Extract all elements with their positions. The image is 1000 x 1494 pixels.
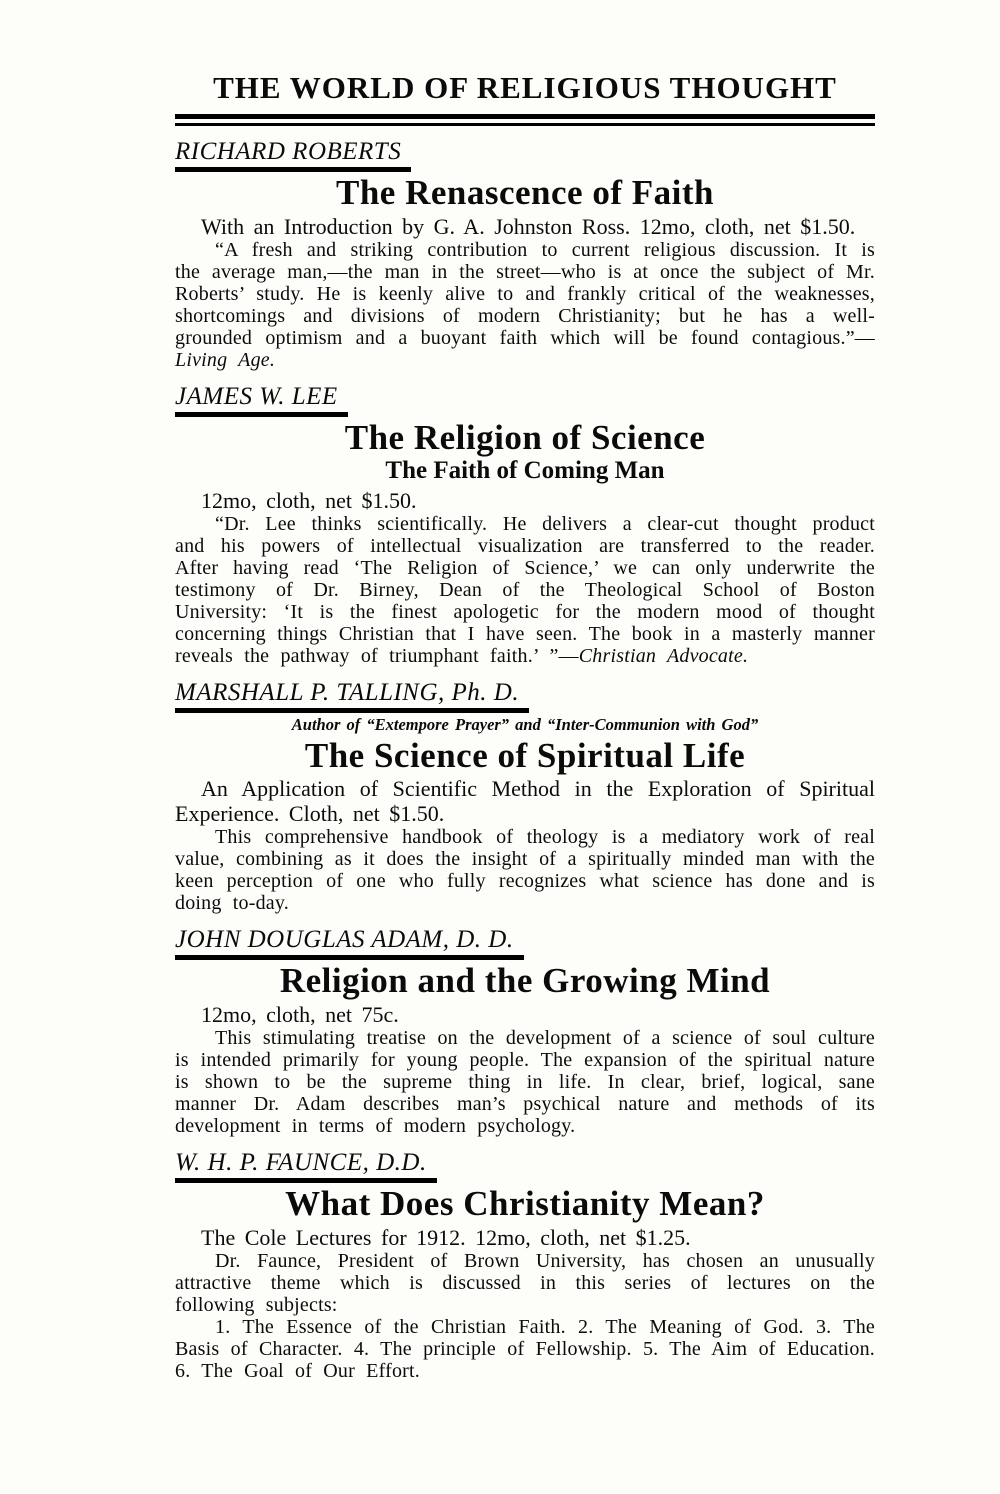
review-quote: “A fresh and striking contribution to current religious discussion. It is the average man,—the man in the street—who is at once the subject of Mr. Roberts’ study. He is keenly alive to and frankly critical of the weaknesses, shortcomings and divisions of modern Christianity; but he has a well-grounded optimism and a buoyant faith which will be found contagious.”— [175, 238, 875, 349]
book-section-religion-of-science [175, 383, 875, 667]
format-price-line: An Application of Scientific Method in the Exploration of Spiritual Experience. Cloth, net $1.50. [175, 776, 875, 827]
format-price-line: With an Introduction by G. A. Johnston Ross. 12mo, cloth, net $1.50. [201, 213, 856, 239]
book-section-science-of-spiritual-life [175, 679, 875, 915]
book-title: The Renascence of Faith [336, 172, 714, 212]
citation-source: Christian Advocate. [578, 644, 749, 667]
lecture-subjects-list: 1. The Essence of the Christian Faith. 2. The Meaning of God. 3. The Basis of Character. 4. The principle of Fellowship. 5. The Aim of Education. 6. The Goal of Our Effort. [175, 1315, 875, 1382]
review-text [175, 239, 875, 371]
review-text [175, 513, 875, 667]
author-credits-note: Author of “Extempore Prayer” and “Inter-Communion with God” [291, 714, 759, 734]
book-title: The Science of Spiritual Life [304, 735, 746, 775]
book-title: Religion and the Growing Mind [279, 961, 771, 1001]
author-heading: W. H. P. FAUNCE, D.D. [175, 1149, 437, 1183]
author-heading: JAMES W. LEE [175, 383, 348, 417]
header-double-rule [175, 114, 875, 126]
book-section-renascence-of-faith [175, 138, 875, 371]
author-heading: JOHN DOUGLAS ADAM, D. D. [175, 926, 524, 960]
book-title: What Does Christianity Mean? [285, 1184, 765, 1224]
format-price-line: 12mo, cloth, net 75c. [201, 1002, 399, 1028]
citation-source: Living Age. [175, 348, 276, 371]
book-subtitle: The Faith of Coming Man [385, 457, 665, 485]
format-price-line: 12mo, cloth, net $1.50. [201, 487, 417, 513]
book-section-what-does-christianity-mean [175, 1149, 875, 1382]
review-quote: “Dr. Lee thinks scientifically. He delivers a clear-cut thought product and his powers of intellectual visualization are transferred to the reader. After having read ‘The Religion of Science,’ we can only underwrite the testimony of Dr. Birney, Dean of the Theological School of Boston University: ‘It is the finest apologetic for the modern mood of thought concerning things Christian that I have seen. The book in a masterly manner reveals the pathway of triumphant faith.’ ”— [175, 512, 875, 667]
book-section-religion-and-growing-mind [175, 926, 875, 1137]
page-title: THE WORLD OF RELIGIOUS THOUGHT [213, 70, 837, 105]
author-heading: MARSHALL P. TALLING, Ph. D. [175, 679, 529, 713]
description-text: Dr. Faunce, President of Brown University, has chosen an unusually attractive theme which is discussed in this series of lectures on the following subjects: [175, 1249, 875, 1316]
description-text: This stimulating treatise on the development of a science of soul culture is intended primarily for young people. The expansion of the spiritual nature is shown to be the supreme thing in life. In clear, brief, logical, sane manner Dr. Adam describes man’s psychical nature and methods of its development in terms of modern psychology. [175, 1027, 875, 1138]
author-heading: RICHARD ROBERTS [175, 138, 411, 172]
format-price-line: The Cole Lectures for 1912. 12mo, cloth, net $1.25. [201, 1224, 691, 1250]
book-title: The Religion of Science [344, 417, 706, 457]
description-text: This comprehensive handbook of theology is a mediatory work of real value, combining as it does the insight of a spiritually minded man with the keen perception of one who fully recognizes what science has done and is doing to-day. [175, 826, 875, 915]
